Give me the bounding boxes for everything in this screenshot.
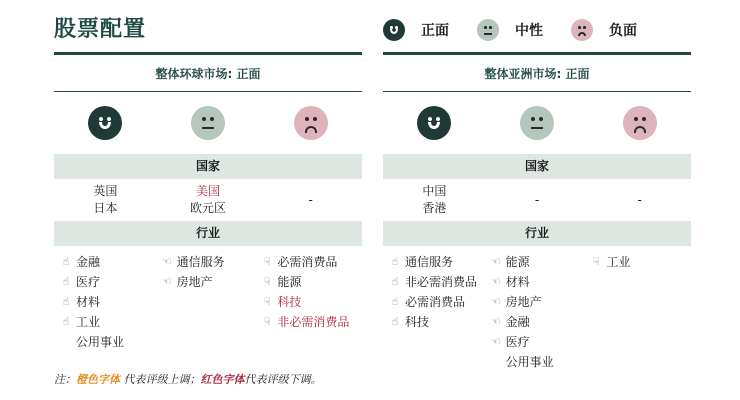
hand-icon: ☟ xyxy=(592,255,600,268)
sector-col-neutral xyxy=(490,252,591,372)
page-title: 股票配置 xyxy=(54,17,147,42)
asia-country-row xyxy=(383,179,691,221)
hand-icon: ☜ xyxy=(490,315,501,328)
hand-icon: ☟ xyxy=(263,255,271,268)
global-sector-row xyxy=(54,246,362,352)
sector-item: ☟ 能源 xyxy=(261,272,362,292)
sector-item: ☜ 材料 xyxy=(490,272,591,292)
hand-icon: ☟ xyxy=(263,275,271,288)
global-faces-row xyxy=(54,92,362,154)
neutral-face-icon xyxy=(477,19,499,41)
global-market-heading: 整体环球市场: 正面 xyxy=(54,55,362,92)
sector-item: ☝ 材料 xyxy=(60,292,161,312)
sector-item: ☜ 金融 xyxy=(490,312,591,332)
hand-icon: ☟ xyxy=(263,295,271,308)
negative-face-icon xyxy=(571,19,593,41)
sector-item: ☜ 房地产 xyxy=(161,272,262,292)
country-item: 英国 xyxy=(93,184,118,198)
hand-icon: ☝ xyxy=(391,315,399,328)
sector-item: ☝ 金融 xyxy=(60,252,161,272)
positive-face-icon xyxy=(88,106,122,140)
hand-icon: ☝ xyxy=(62,315,70,328)
hand-icon: ☝ xyxy=(391,295,399,308)
country-item: 欧元区 xyxy=(190,201,227,215)
country-item: - xyxy=(534,192,540,207)
negative-face-icon xyxy=(294,106,328,140)
asia-market-heading: 整体亚洲市场: 正面 xyxy=(383,55,691,92)
country-col-neutral xyxy=(157,183,260,217)
hand-icon: ☜ xyxy=(490,275,501,288)
sector-item: ☜ 通信服务 xyxy=(161,252,262,272)
upgrade-key: 橙色字体 xyxy=(76,373,120,386)
asia-faces-row xyxy=(383,92,691,154)
country-col-negative xyxy=(259,192,362,209)
hand-icon: ☝ xyxy=(62,275,70,288)
sector-header: 行业 xyxy=(54,221,362,246)
asia-market-panel xyxy=(383,52,691,372)
country-header: 国家 xyxy=(383,154,691,179)
sector-item: ☜ 医疗 xyxy=(490,332,591,352)
country-col-negative xyxy=(588,192,691,209)
sector-item: ☝ 非必需消费品 xyxy=(389,272,490,292)
sector-item: ☟ 必需消费品 xyxy=(261,252,362,272)
hand-icon: ☜ xyxy=(490,295,501,308)
sector-col-negative xyxy=(261,252,362,352)
country-item: 中国 xyxy=(422,184,447,198)
hand-icon: ☝ xyxy=(62,255,70,268)
country-item: 日本 xyxy=(93,201,118,215)
downgrade-key: 红色字体 xyxy=(200,373,245,386)
legend-positive-label: 正面 xyxy=(421,23,449,39)
sector-item: ☟ 工业 xyxy=(590,252,691,272)
sector-item: 公用事业 xyxy=(505,355,554,369)
legend-negative-label: 负面 xyxy=(609,23,637,39)
sector-item: ☟ 非必需消费品 xyxy=(261,312,362,332)
hand-icon: ☜ xyxy=(490,255,501,268)
sector-col-positive xyxy=(389,252,490,372)
country-item: 香港 xyxy=(422,201,447,215)
sector-item: 公用事业 xyxy=(76,335,125,349)
sector-item: ☜ 能源 xyxy=(490,252,591,272)
hand-icon: ☜ xyxy=(161,275,172,288)
hand-icon: ☜ xyxy=(161,255,172,268)
country-item: 美国 xyxy=(196,184,221,198)
hand-icon: ☝ xyxy=(391,255,399,268)
hand-icon: ☝ xyxy=(62,295,70,308)
footnote: 注：橙色字体 代表评级上调；红色字体代表评级下调。 xyxy=(54,373,322,386)
global-country-row xyxy=(54,179,362,221)
sector-item: ☟ 科技 xyxy=(261,292,362,312)
legend-neutral-label: 中性 xyxy=(515,23,543,39)
sector-item: ☝ 工业 xyxy=(60,312,161,332)
sector-item: ☝ 医疗 xyxy=(60,272,161,292)
positive-face-icon xyxy=(383,19,405,41)
sector-item: ☝ 科技 xyxy=(389,312,490,332)
positive-face-icon xyxy=(417,106,451,140)
country-col-neutral xyxy=(486,192,589,209)
sector-header: 行业 xyxy=(383,221,691,246)
sector-item: ☝ 必需消费品 xyxy=(389,292,490,312)
hand-icon: ☝ xyxy=(391,275,399,288)
country-item: - xyxy=(637,192,642,207)
country-col-positive xyxy=(54,183,157,217)
sector-col-negative xyxy=(590,252,691,372)
country-col-positive xyxy=(383,183,486,217)
global-market-panel xyxy=(54,52,362,352)
sector-item: ☜ 房地产 xyxy=(490,292,591,312)
sector-item: ☝ 通信服务 xyxy=(389,252,490,272)
asia-sector-row xyxy=(383,246,691,372)
hand-icon: ☟ xyxy=(263,315,271,328)
country-header: 国家 xyxy=(54,154,362,179)
sector-col-neutral xyxy=(161,252,262,352)
neutral-face-icon xyxy=(191,106,225,140)
country-item: - xyxy=(308,192,313,207)
neutral-face-icon xyxy=(520,106,554,140)
hand-icon: ☜ xyxy=(490,335,501,348)
sector-col-positive xyxy=(60,252,161,352)
negative-face-icon xyxy=(623,106,657,140)
sentiment-legend xyxy=(383,16,637,44)
